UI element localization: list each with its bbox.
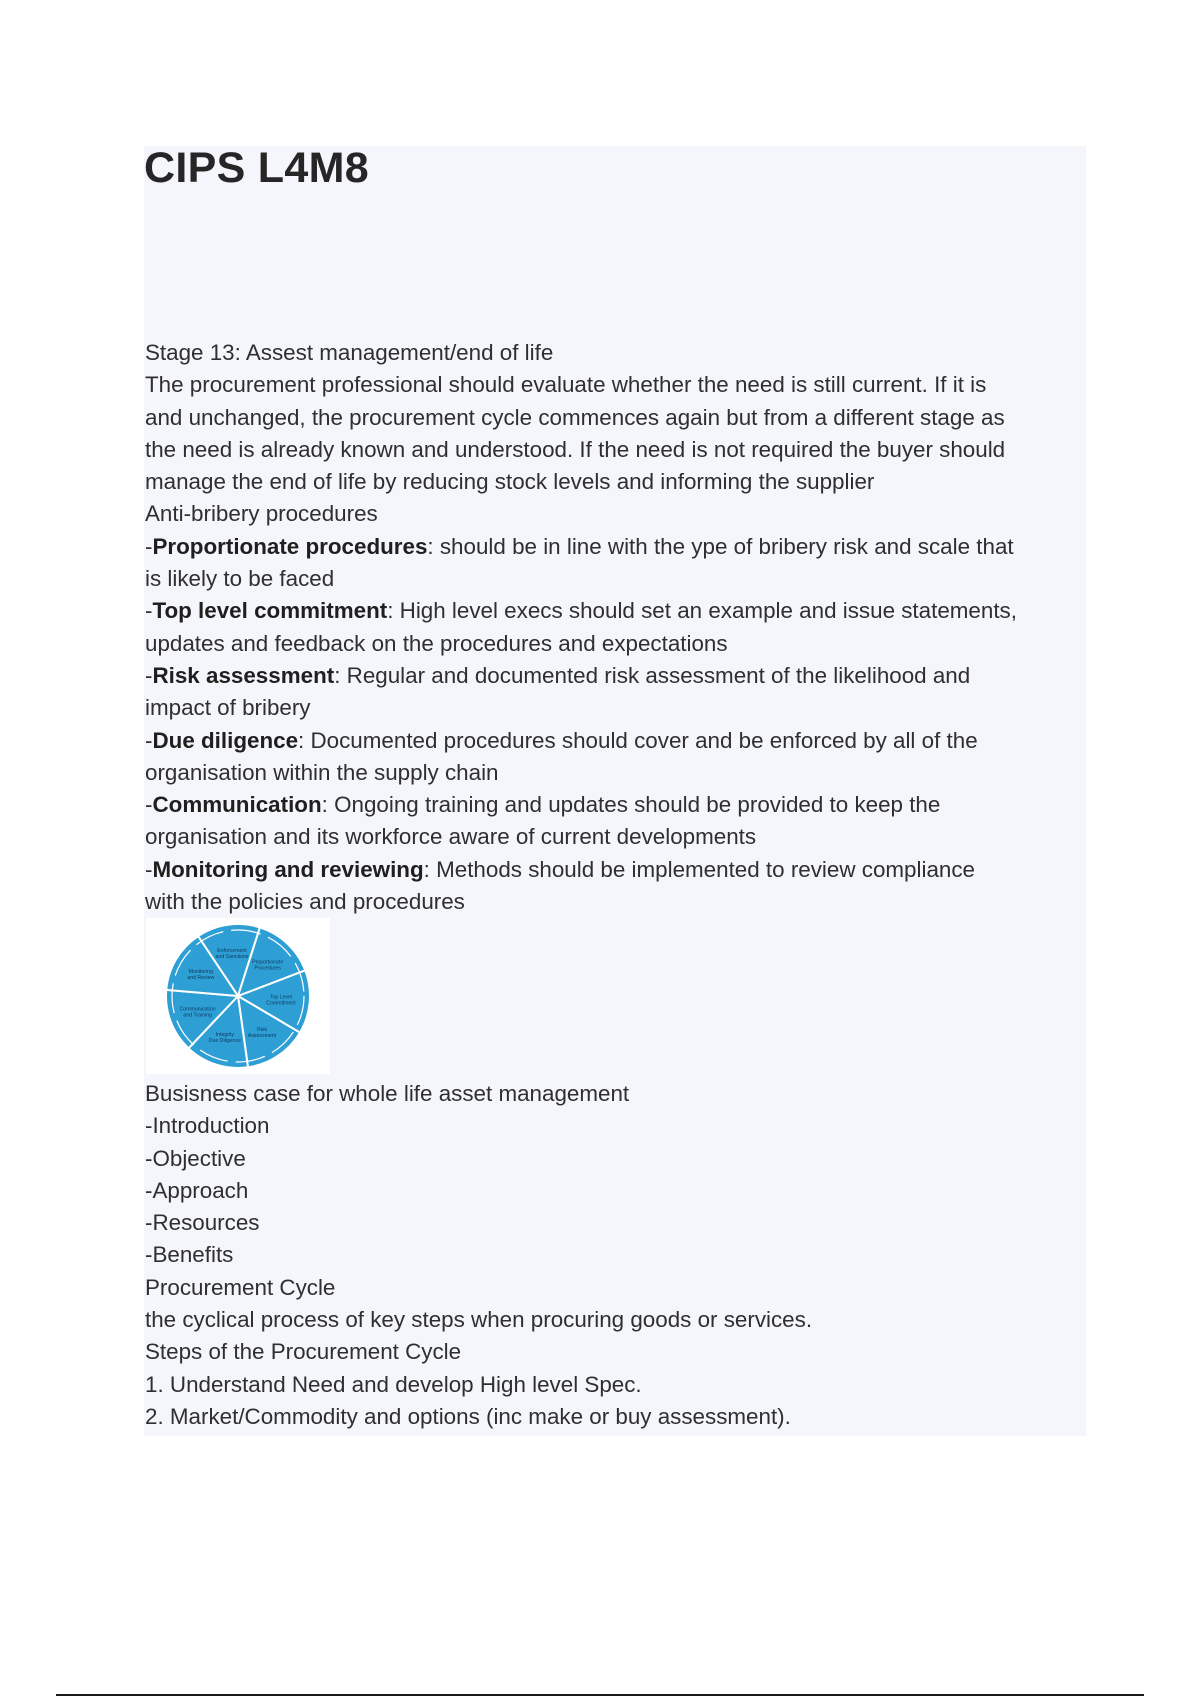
section-business-case (145, 1078, 1085, 1433)
principle-desc: : Ongoing training and updates should be provided to keep the (321, 792, 941, 818)
step-item: 2. Market/Commodity and options (inc make or buy assessment). (145, 1403, 791, 1429)
principle-desc-cont: updates and feedback on the procedures and expectations (145, 630, 728, 656)
principle-item: -Due diligence: Documented procedures should cover and be enforced by all of the (145, 727, 978, 753)
anti-bribery-wheel-diagram (146, 918, 330, 1074)
principle-desc-cont: is likely to be faced (145, 566, 335, 592)
principle-term: Monitoring and reviewing (152, 856, 424, 882)
principle-term: Due diligence (152, 727, 299, 753)
principle-term: Proportionate procedures (152, 533, 428, 559)
wheel-segment-label: Enforcement and Sanctions (215, 948, 249, 961)
principle-desc: : High level execs should set an example and issue statements, (387, 598, 1017, 624)
wheel-segment-label: Risk Assessment (247, 1026, 277, 1039)
principle-desc-cont: organisation and its workforce aware of current developments (145, 824, 757, 850)
stage-para-line: The procurement professional should evaluate whether the need is still current. If it is (145, 372, 987, 398)
wheel-segment-label: Integrity Due Diligence (208, 1032, 242, 1045)
principle-desc-cont: with the policies and procedures (145, 889, 465, 915)
principle-desc-cont: organisation within the supply chain (145, 759, 499, 785)
section-asset-management (145, 337, 1085, 918)
wheel-segment-label: Proportionate Procedures (252, 959, 284, 972)
step-item: 1. Understand Need and develop High level Spec. (145, 1371, 642, 1397)
business-case-item: -Benefits (145, 1242, 234, 1268)
business-case-heading: Busisness case for whole life asset management (145, 1081, 630, 1106)
stage-para-line: the need is already known and understood. If the need is not required the buyer should (145, 436, 1006, 462)
business-case-item: -Approach (145, 1177, 249, 1203)
principle-item: -Communication: Ongoing training and updates should be provided to keep the (145, 792, 941, 818)
business-case-item: -Objective (145, 1145, 246, 1171)
stage-para-line: and unchanged, the procurement cycle commences again but from a different stage as (145, 404, 1005, 430)
principle-desc: : Documented procedures should cover and be enforced by all of the (298, 727, 978, 753)
wheel-svg (146, 918, 330, 1074)
business-case-item: -Introduction (145, 1113, 270, 1139)
stage-heading: Stage 13: Assest management/end of life (145, 340, 554, 365)
stage-para-line: manage the end of life by reducing stock levels and informing the supplier (145, 469, 875, 495)
principle-term: Communication (152, 792, 322, 818)
principle-desc-cont: impact of bribery (145, 695, 311, 721)
principle-desc: : Regular and documented risk assessment of the likelihood and (334, 662, 971, 688)
principle-item: -Risk assessment: Regular and documented risk assessment of the likelihood and (145, 662, 971, 688)
steps-heading: Steps of the Procurement Cycle (145, 1339, 462, 1365)
procurement-cycle-heading: Procurement Cycle (145, 1274, 336, 1300)
anti-bribery-heading: Anti-bribery procedures (145, 501, 378, 527)
business-case-item: -Resources (145, 1210, 260, 1236)
principle-desc: : Methods should be implemented to review compliance (423, 856, 976, 882)
principle-item: -Top level commitment: High level execs should set an example and issue statements, (145, 598, 1017, 624)
wheel-segment-label: Top Level Commitment (266, 994, 296, 1007)
page-title: CIPS L4M8 (144, 144, 369, 192)
wheel-segment-label: Monitoring and Review (187, 969, 215, 981)
principle-term: Top level commitment (152, 598, 388, 624)
wheel-segment-label: Communication and Training (179, 1006, 216, 1019)
principle-item: -Proportionate procedures: should be in line with the ype of bribery risk and scale that (145, 533, 1014, 559)
principle-term: Risk assessment (152, 662, 335, 688)
procurement-cycle-definition: the cyclical process of key steps when procuring goods or services. (145, 1307, 813, 1333)
principle-desc: : should be in line with the ype of bribery risk and scale that (427, 533, 1014, 559)
page-bottom-rule (56, 1694, 1144, 1696)
principle-item: -Monitoring and reviewing: Methods should be implemented to review compliance (145, 856, 976, 882)
